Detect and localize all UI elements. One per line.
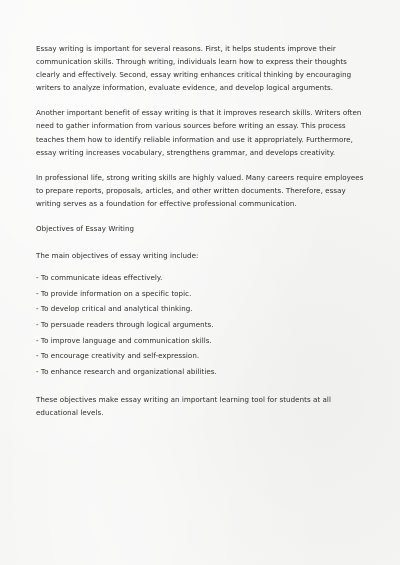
list-item: - To persuade readers through logical arguments. [36, 320, 214, 329]
list-item: - To develop critical and analytical thinking. [36, 304, 193, 314]
paragraph-importance: Essay writing is important for several reasons. First, it helps students improve their communication skills. Through writing, individuals learn how to express their thoughts clearly and effectively. Second, essay writing enhances critical thinking by encouraging writers to analyze information, evaluate evidence, and develop logical arguments. [36, 44, 352, 93]
objectives-list [36, 270, 372, 379]
paragraph-research-benefits: Another important benefit of essay writing is that it improves research skills. Writers often need to gather information from various sources before writing an essay. This process teaches them how to identify reliable information and use it appropriately. Furthermore, essay writing increases vocabulary, strengthens grammar, and develops creativity. [36, 108, 362, 157]
list-item: - To communicate ideas effectively. [36, 273, 163, 283]
objectives-intro: The main objectives of essay writing include: [36, 251, 199, 261]
list-item: - To provide information on a specific topic. [36, 288, 192, 298]
list-item: - To enhance research and organizational abilities. [36, 366, 217, 376]
list-item: - To improve language and communication skills. [36, 335, 212, 345]
paragraph-conclusion: These objectives make essay writing an important learning tool for students at all educational levels. [36, 395, 331, 418]
section-heading-objectives: Objectives of Essay Writing [36, 224, 135, 234]
paragraph-professional-life: In professional life, strong writing skills are highly valued. Many careers require employees to prepare reports, proposals, articles, and other written documents. Therefore, essay writing serves as a foundation for effective professional communication. [36, 172, 364, 208]
list-item: - To encourage creativity and self-expression. [36, 351, 200, 361]
